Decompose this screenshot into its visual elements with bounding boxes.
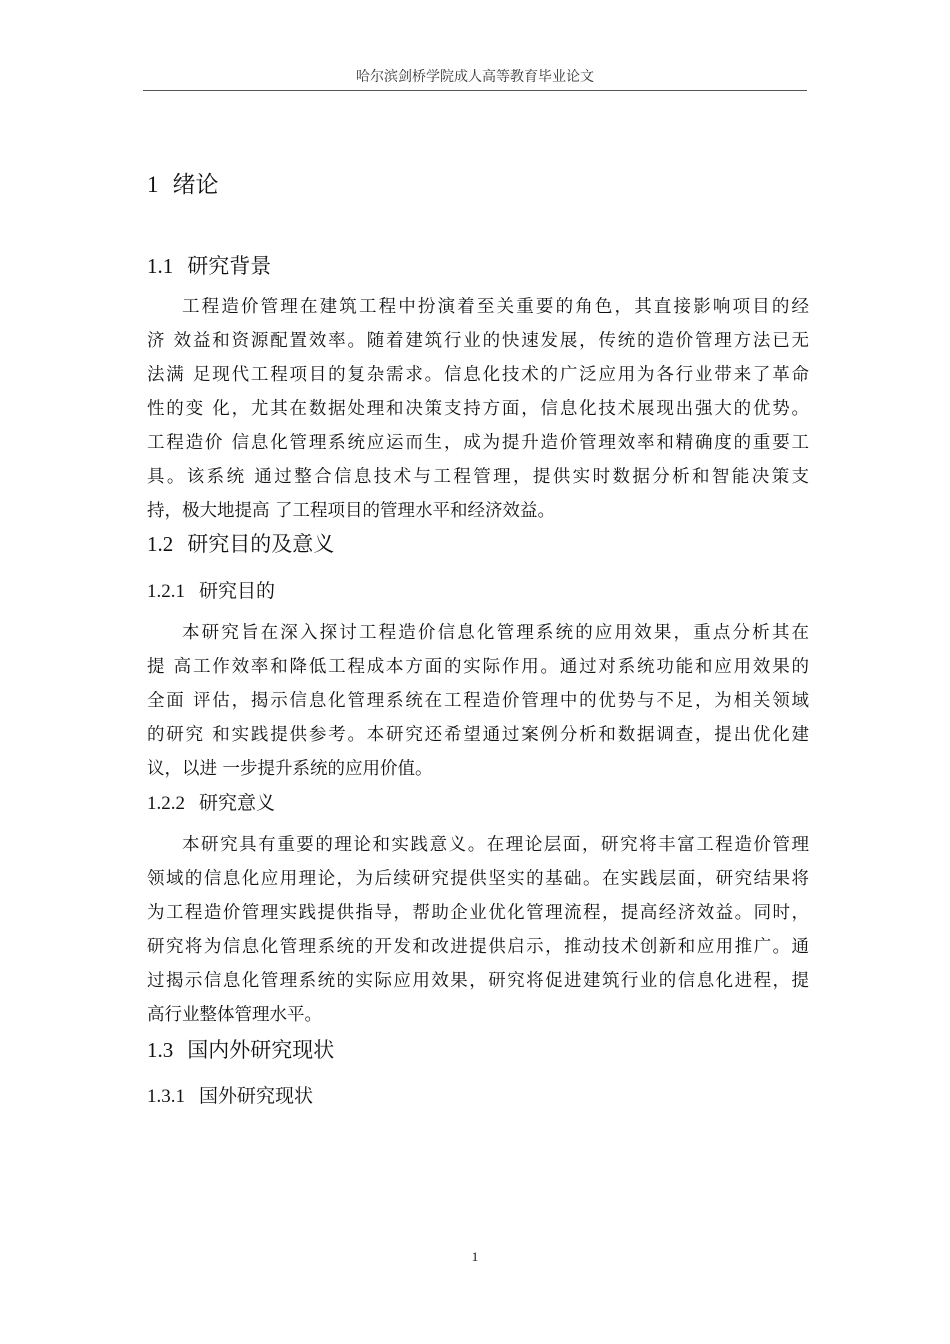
paragraph-1-2-2 — [147, 828, 809, 1032]
paragraph-line: 议，以进 一步提升系统的应用价值。 — [147, 759, 433, 779]
section-number: 1.3 — [147, 1038, 174, 1062]
paragraph-line: 具。该系统 通过整合信息技术与工程管理，提供实时数据分析和智能决策支 — [147, 467, 809, 487]
paragraph-line: 工程造价管理在建筑工程中扮演着至关重要的角色，其直接影响项目的经 — [182, 297, 809, 317]
paragraph-line: 持，极大地提高 了工程项目的管理水平和经济效益。 — [147, 501, 556, 521]
header-rule — [143, 90, 807, 91]
subsection-number: 1.3.1 — [147, 1086, 185, 1107]
paragraph-line: 提 高工作效率和降低工程成本方面的实际作用。通过对系统功能和应用效果的 — [147, 657, 809, 677]
paragraph-1-2-1 — [147, 616, 809, 786]
paragraph-line: 本研究具有重要的理论和实践意义。在理论层面，研究将丰富工程造价管理 — [182, 835, 809, 855]
paragraph-line: 研究将为信息化管理系统的开发和改进提供启示，推动技术创新和应用推广。通 — [147, 937, 809, 957]
paragraph-line: 法满 足现代工程项目的复杂需求。信息化技术的广泛应用为各行业带来了革命 — [147, 365, 809, 385]
chapter-heading — [147, 166, 219, 199]
section-title: 研究目的及意义 — [187, 532, 335, 556]
paragraph-line: 本研究旨在深入探讨工程造价信息化管理系统的应用效果，重点分析其在 — [182, 623, 809, 643]
subsection-title: 研究目的 — [199, 580, 276, 602]
paragraph-line: 济 效益和资源配置效率。随着建筑行业的快速发展，传统的造价管理方法已无 — [147, 331, 809, 351]
subsection-heading-1-2-1 — [147, 576, 275, 603]
subsection-number: 1.2.1 — [147, 581, 185, 602]
subsection-number: 1.2.2 — [147, 793, 185, 814]
section-title: 国内外研究现状 — [187, 1038, 335, 1062]
chapter-number: 1 — [147, 172, 159, 197]
paragraph-line: 全面 评估，揭示信息化管理系统在工程造价管理中的优势与不足，为相关领域 — [147, 691, 809, 711]
section-heading-1-3 — [147, 1034, 334, 1064]
subsection-title: 国外研究现状 — [199, 1085, 314, 1107]
paragraph-line: 性的变 化，尤其在数据处理和决策支持方面，信息化技术展现出强大的优势。 — [147, 399, 809, 419]
paragraph-1-1 — [147, 290, 809, 528]
section-title: 研究背景 — [187, 254, 272, 278]
chapter-title: 绪论 — [172, 172, 219, 198]
page-number: 1 — [471, 1249, 479, 1264]
section-number: 1.2 — [147, 532, 174, 556]
paragraph-line: 高行业整体管理水平。 — [147, 1005, 322, 1025]
section-number: 1.1 — [147, 254, 174, 278]
paragraph-line: 领域的信息化应用理论，为后续研究提供坚实的基础。在实践层面，研究结果将 — [147, 869, 809, 889]
section-heading-1-1 — [147, 250, 271, 280]
section-heading-1-2 — [147, 528, 334, 558]
page-header: 哈尔滨剑桥学院成人高等教育毕业论文 — [356, 69, 594, 85]
subsection-title: 研究意义 — [199, 792, 276, 814]
paragraph-line: 为工程造价管理实践提供指导，帮助企业优化管理流程，提高经济效益。同时， — [147, 903, 809, 923]
subsection-heading-1-2-2 — [147, 788, 275, 815]
paragraph-line: 过揭示信息化管理系统的实际应用效果，研究将促进建筑行业的信息化进程，提 — [147, 971, 809, 991]
paragraph-line: 的研究 和实践提供参考。本研究还希望通过案例分析和数据调查，提出优化建 — [147, 725, 809, 745]
subsection-heading-1-3-1 — [147, 1081, 313, 1108]
paragraph-line: 工程造价 信息化管理系统应运而生，成为提升造价管理效率和精确度的重要工 — [147, 433, 809, 453]
